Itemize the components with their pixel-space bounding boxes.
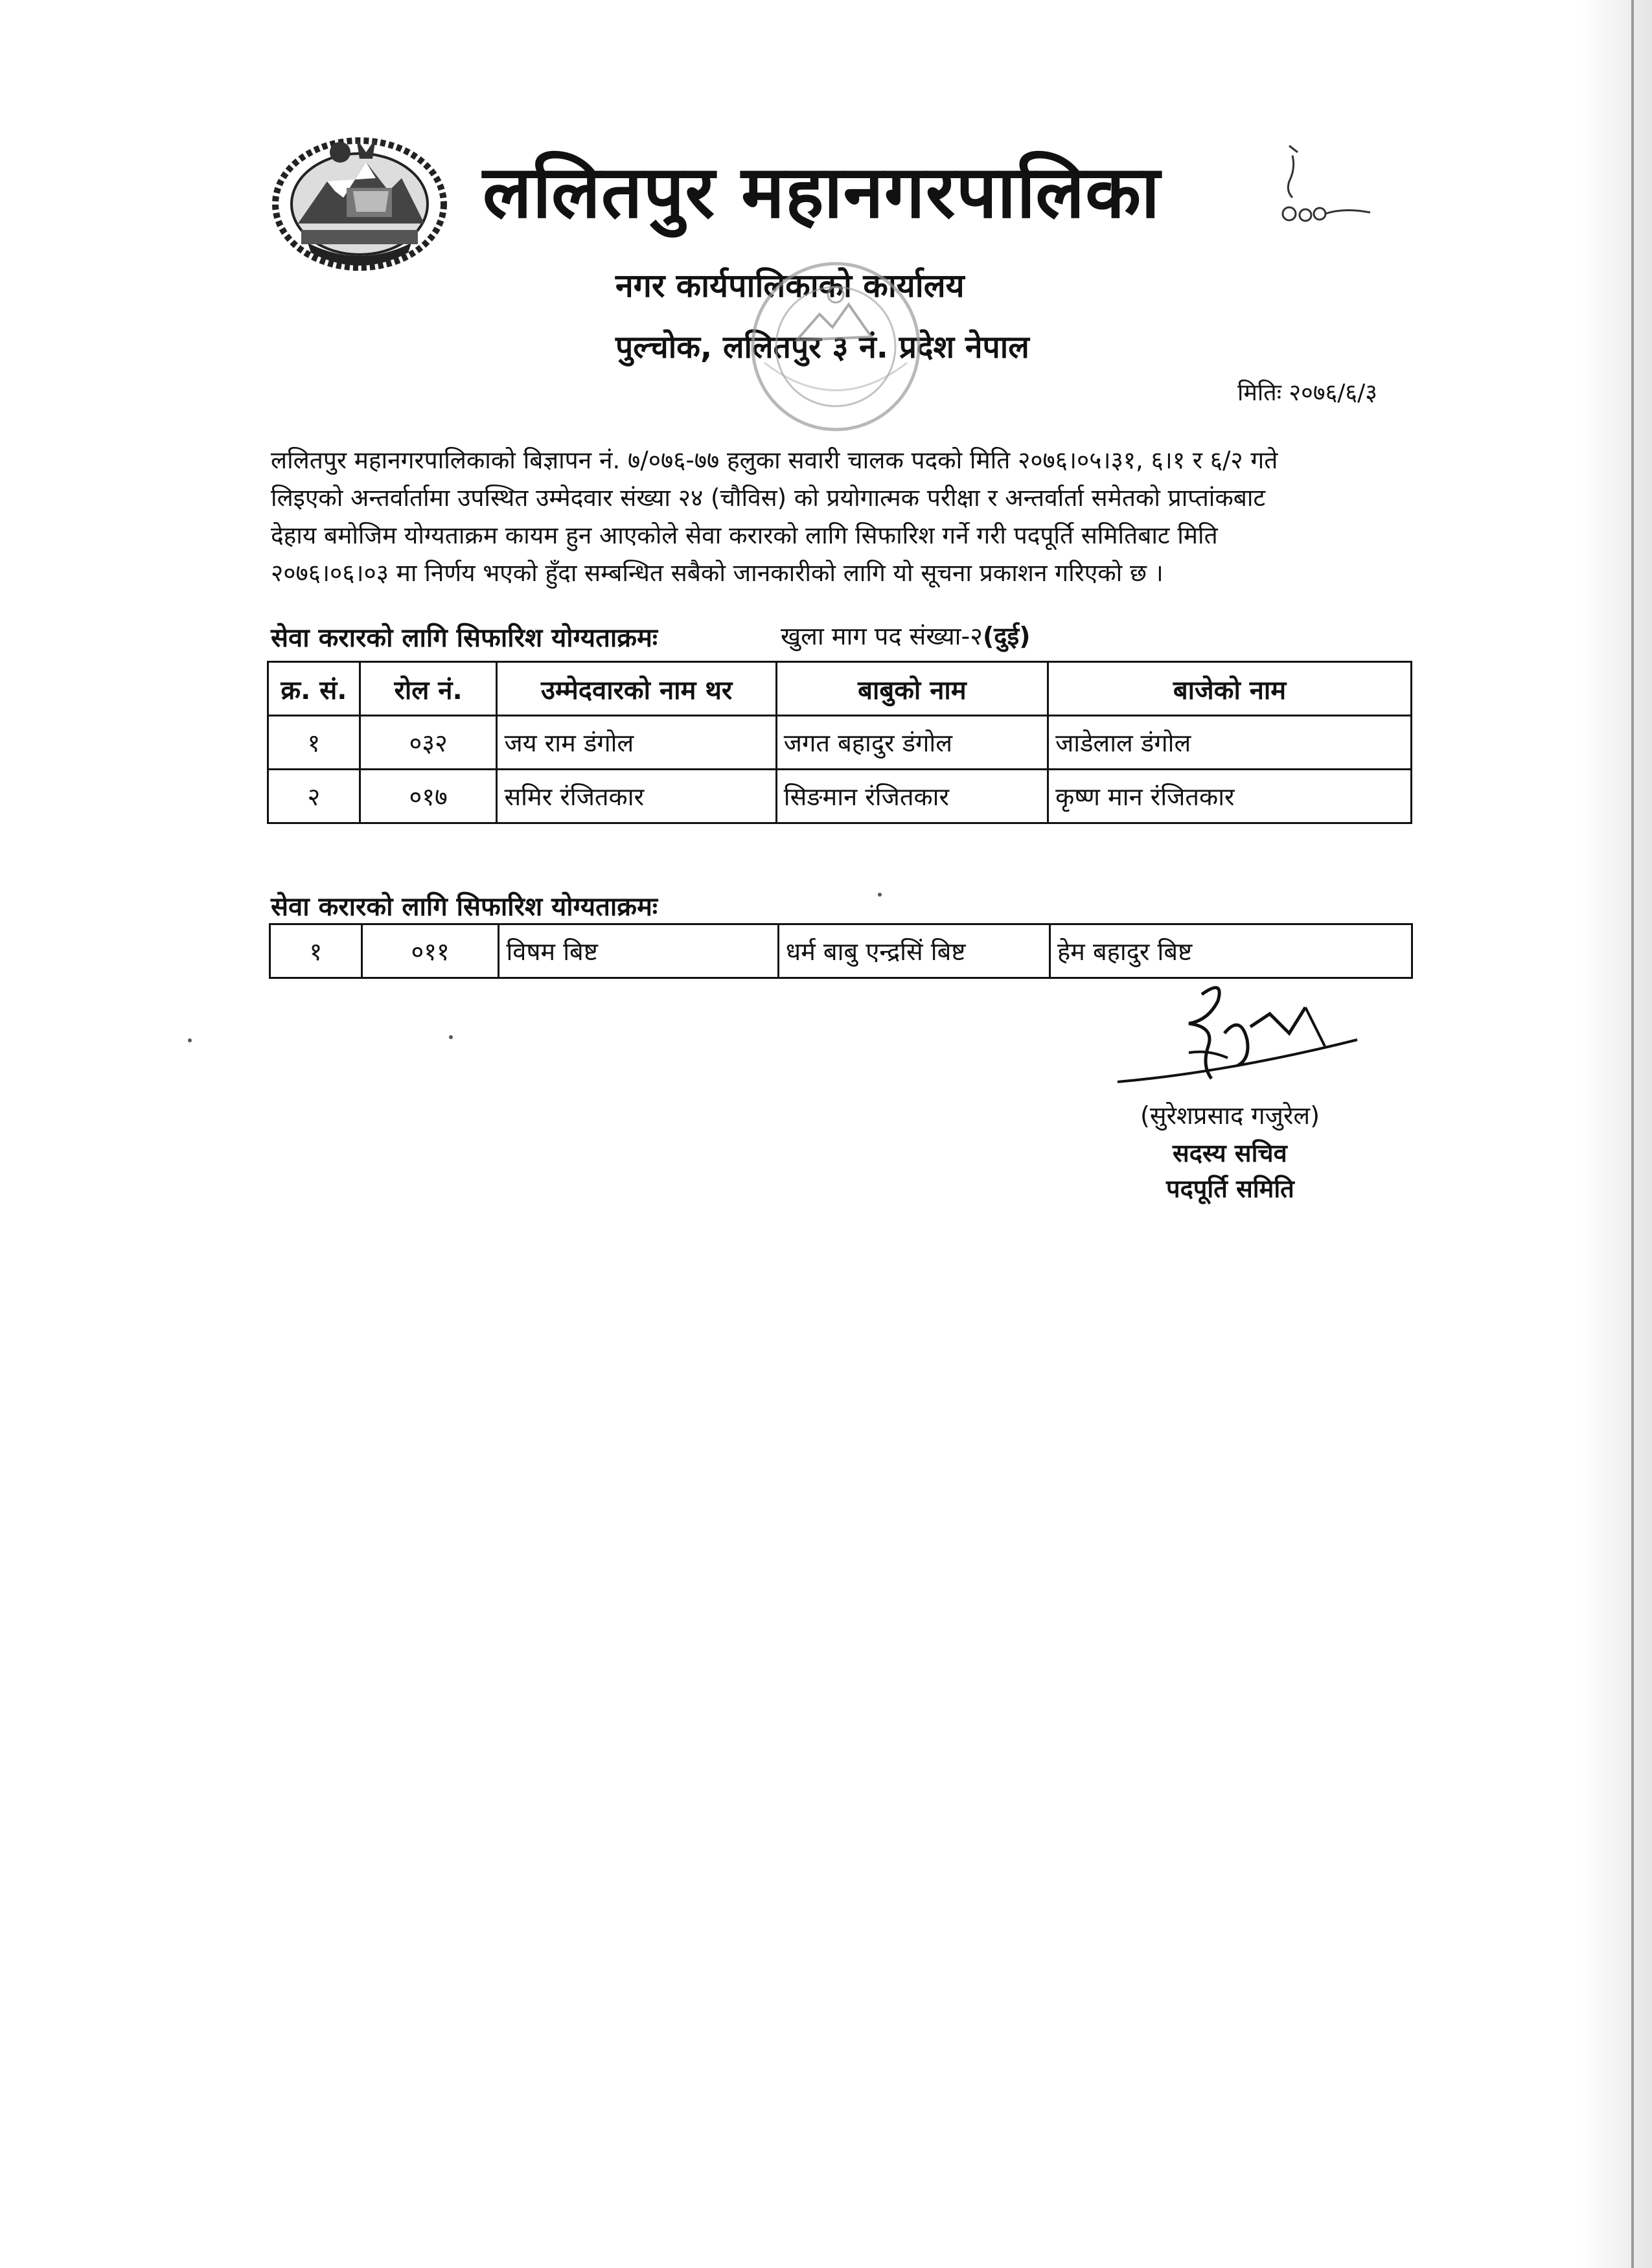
grandfather-cell: जाडेलाल डंगोल — [1048, 716, 1412, 770]
section-heading-1: सेवा करारको लागि सिफारिश योग्यताक्रमः — [271, 623, 658, 653]
father-cell: जगत बहादुर डंगोल — [776, 716, 1048, 770]
column-header-serial: क्र. सं. — [268, 662, 360, 716]
notice-line: देहाय बमोजिम योग्यताक्रम कायम हुन आएकोले सेवा करारको लागि सिफारिश गर्ने गरी पदपूर्ति समितिबाट मिति — [271, 521, 1218, 549]
notice-line: २०७६।०६।०३ मा निर्णय भएको हुँदा सम्बन्धित सबैको जानकारीको लागि यो सूचना प्रकाशन गरिएको छ । — [271, 559, 1164, 587]
scan-edge-line — [1631, 0, 1634, 2268]
nepal-emblem-icon — [262, 126, 457, 275]
vacancy-count — [781, 619, 1031, 652]
section-heading-2: सेवा करारको लागि सिफारिश योग्यताक्रमः — [271, 892, 658, 922]
notice-line: ललितपुर महानगरपालिकाको बिज्ञापन नं. ७/०७६-७७ हलुका सवारी चालक पदको मिति २०७६।०५।३१, ६।१ र ६/२ गते — [271, 446, 1278, 474]
signatory-committee: पदपूर्ति समिति — [1166, 1174, 1294, 1203]
scan-speck — [878, 893, 882, 897]
column-header-roll: रोल नं. — [360, 662, 497, 716]
signature-icon — [1111, 975, 1364, 1111]
candidate-cell: जय राम डंगोल — [497, 716, 776, 770]
office-address: पुल्चोक, ललितपुर ३ नं. प्रदेश नेपाल — [615, 329, 1029, 365]
signatory-title: सदस्य सचिव — [1173, 1139, 1287, 1167]
office-name: नगर कार्यपालिकाको कार्यालय — [615, 267, 965, 304]
serial-cell: २ — [268, 770, 360, 823]
signatory-name: (सुरेशप्रसाद गजुरेल) — [1140, 1101, 1320, 1130]
column-header-father: बाबुको नाम — [776, 662, 1048, 716]
column-header-candidate: उम्मेदवारको नाम थर — [497, 662, 776, 716]
table-row — [268, 770, 1412, 823]
grandfather-cell: हेम बहादुर बिष्ट — [1050, 924, 1412, 978]
initials-mark-icon — [1267, 143, 1377, 233]
notice-line: लिइएको अन्तर्वार्तामा उपस्थित उम्मेदवार संख्या २४ (चौविस) को प्रयोगात्मक परीक्षा र अन्तर्वार्ता समेतको प्राप्तांकबाट — [271, 484, 1266, 512]
alternate-recommendation-table — [269, 923, 1413, 979]
candidate-cell: विषम बिष्ट — [499, 924, 778, 978]
serial-cell: १ — [270, 924, 362, 978]
father-cell: सिङमान रंजितकार — [776, 770, 1048, 823]
page-title: ललितपुर महानगरपालिका — [483, 150, 1161, 235]
vacancy-count-words: (दुई) — [982, 622, 1031, 650]
roll-cell: ०३२ — [360, 716, 497, 770]
table-header-row — [268, 662, 1412, 716]
column-header-grandfather: बाजेको नाम — [1048, 662, 1412, 716]
scan-edge-shadow — [1581, 0, 1652, 2268]
official-stamp-icon — [726, 256, 946, 444]
grandfather-cell: कृष्ण मान रंजितकार — [1048, 770, 1412, 823]
serial-cell: १ — [268, 716, 360, 770]
roll-cell: ०११ — [361, 924, 499, 978]
notice-body — [271, 442, 1398, 592]
candidate-cell: समिर रंजितकार — [497, 770, 776, 823]
table-row — [268, 716, 1412, 770]
roll-cell: ०१७ — [360, 770, 497, 823]
notice-date: मितिः २०७६/६/३ — [1237, 380, 1377, 406]
father-cell: धर्म बाबु एन्द्रसिं बिष्ट — [778, 924, 1050, 978]
scan-speck — [188, 1038, 192, 1042]
scan-speck — [449, 1035, 453, 1039]
recommendation-table — [267, 661, 1412, 824]
vacancy-count-label: खुला माग पद संख्या-२ — [781, 622, 983, 650]
table-row — [270, 924, 1412, 978]
